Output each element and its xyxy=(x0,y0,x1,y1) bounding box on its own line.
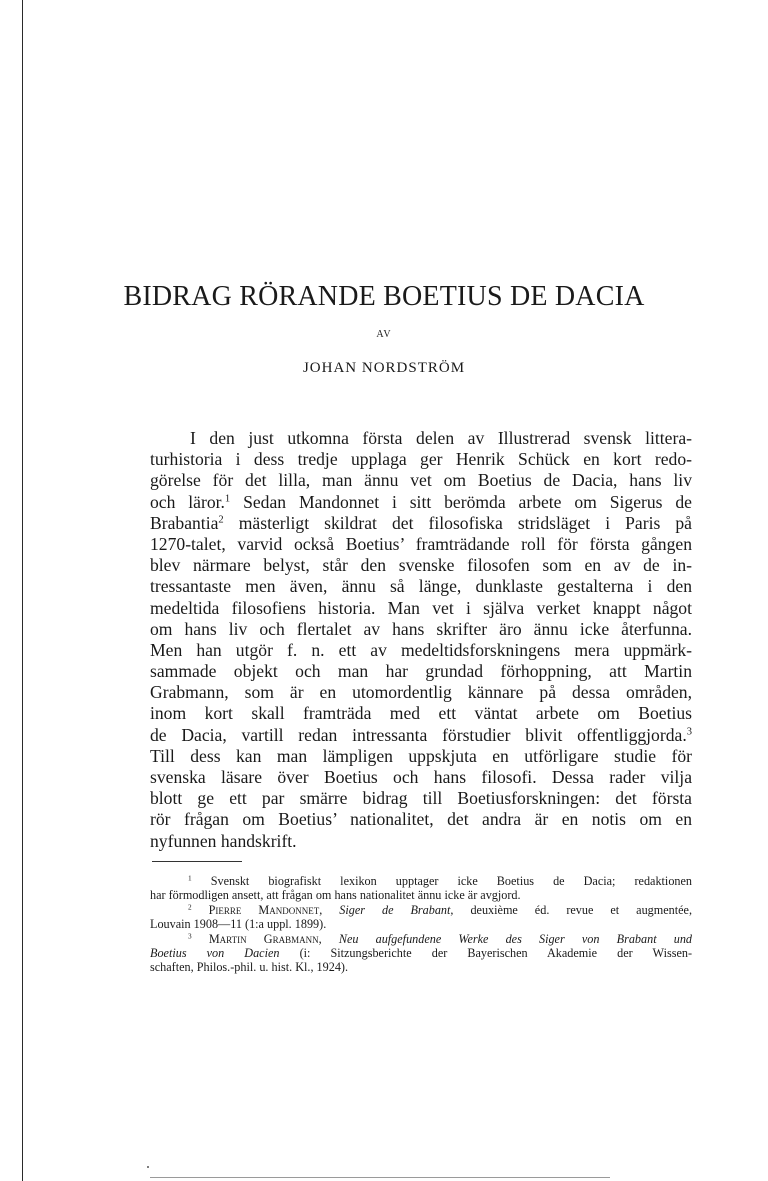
footnote-ref-2: 2 xyxy=(218,514,224,526)
body-line: svenska läsare över Boetius och hans filosofi. Dessa rader vilja xyxy=(150,767,692,787)
footnote-3: $^3$ Martin Grabmann, Neu aufgefundene Werke des Siger von Brabant und xyxy=(188,931,693,946)
byline: AV xyxy=(376,329,392,340)
body-line: Men han utgör f. n. ett av medeltidsforskningens mera uppmärk- xyxy=(150,639,692,660)
footnote-2-cont: Louvain 1908—11 (1:a uppl. 1899). xyxy=(150,917,327,932)
body-line: blott ge ett par smärre bidrag till Boetiusforskningen: det första xyxy=(150,788,692,809)
footnote-1-cont: har förmodligen ansett, att frågan om hans nationalitet ännu icke är avgjord. xyxy=(150,888,521,903)
body-line: 1270-talet, varvid också Boetius’ framträdande roll för första gången xyxy=(150,533,692,554)
footnotes xyxy=(150,874,692,975)
footnote-3-cont: Boetius von Dacien (i: Sitzungsberichte der Bayerischen Akademie der Wissen- xyxy=(150,945,693,960)
footnote-3-end: schaften, Philos.-phil. u. hist. Kl., 1924). xyxy=(150,960,349,975)
body-line: rör frågan om Boetius’ nationalitet, det andra är en notis om en xyxy=(150,809,692,830)
footnote-divider xyxy=(152,861,242,862)
footnote-1: $^1$ Svenskt biografiskt lexikon upptager icke Boetius de Dacia; redaktionen xyxy=(188,873,693,888)
body-line: tressantaste men även, ännu så länge, dunklaste gestalterna i den xyxy=(150,576,692,597)
body-line: sammade objekt och man har grundad förhoppning, att Martin xyxy=(150,661,692,682)
body-line: Till dess kan man lämpligen uppskjuta en utförligare studie för xyxy=(150,745,692,766)
footnote-ref-3: 3 xyxy=(686,726,692,738)
body-line: om hans liv och flertalet av hans skrifter äro ännu icke återfunna. xyxy=(150,618,692,639)
footnote-ref-1: 1 xyxy=(224,493,231,505)
bottom-edge-line xyxy=(150,1177,610,1178)
body-line: turhistoria i dess tredje upplaga ger Henrik Schück en kort redo- xyxy=(150,449,692,470)
body-line: inom kort skall framträda med ett väntat arbete om Boetius xyxy=(150,703,692,724)
body-line: I den just utkomna första delen av Illustrerad svensk littera- xyxy=(190,428,692,448)
body-line: nyfunnen handskrift. xyxy=(150,830,297,851)
body-line: Grabmann, som är en utomordentlig kännare på dessa områden, xyxy=(150,682,692,703)
body-line: görelse för det lilla, man ännu vet om Boetius de Dacia, hans liv xyxy=(150,470,692,491)
footnote-2: $^2$ Pierre Mandonnet, Siger de Brabant, deuxième éd. revue et augmentée, xyxy=(188,902,693,917)
author-name: JOHAN NORDSTRÖM xyxy=(302,360,466,376)
body-line: medeltida filosofiens historia. Man vet i själva verket knappt något xyxy=(150,597,692,618)
scan-speck xyxy=(147,1166,149,1168)
body-line: Brabantia$^2$ mästerligt skildrat det filosofiska stridsläget i Paris på xyxy=(150,512,692,533)
article-title: BIDRAG RÖRANDE BOETIUS DE DACIA xyxy=(123,281,645,312)
body-line: blev närmare belyst, står den svenske filosofen som en av de in- xyxy=(150,555,692,576)
body-line: och läror.$^1$ Sedan Mandonnet i sitt berömda arbete om Sigerus de xyxy=(150,491,692,512)
page-edge-line xyxy=(22,0,23,1181)
body-paragraph xyxy=(150,428,692,852)
body-line: de Dacia, vartill redan intressanta förstudier blivit offentliggjorda.$^3$ xyxy=(150,724,692,745)
